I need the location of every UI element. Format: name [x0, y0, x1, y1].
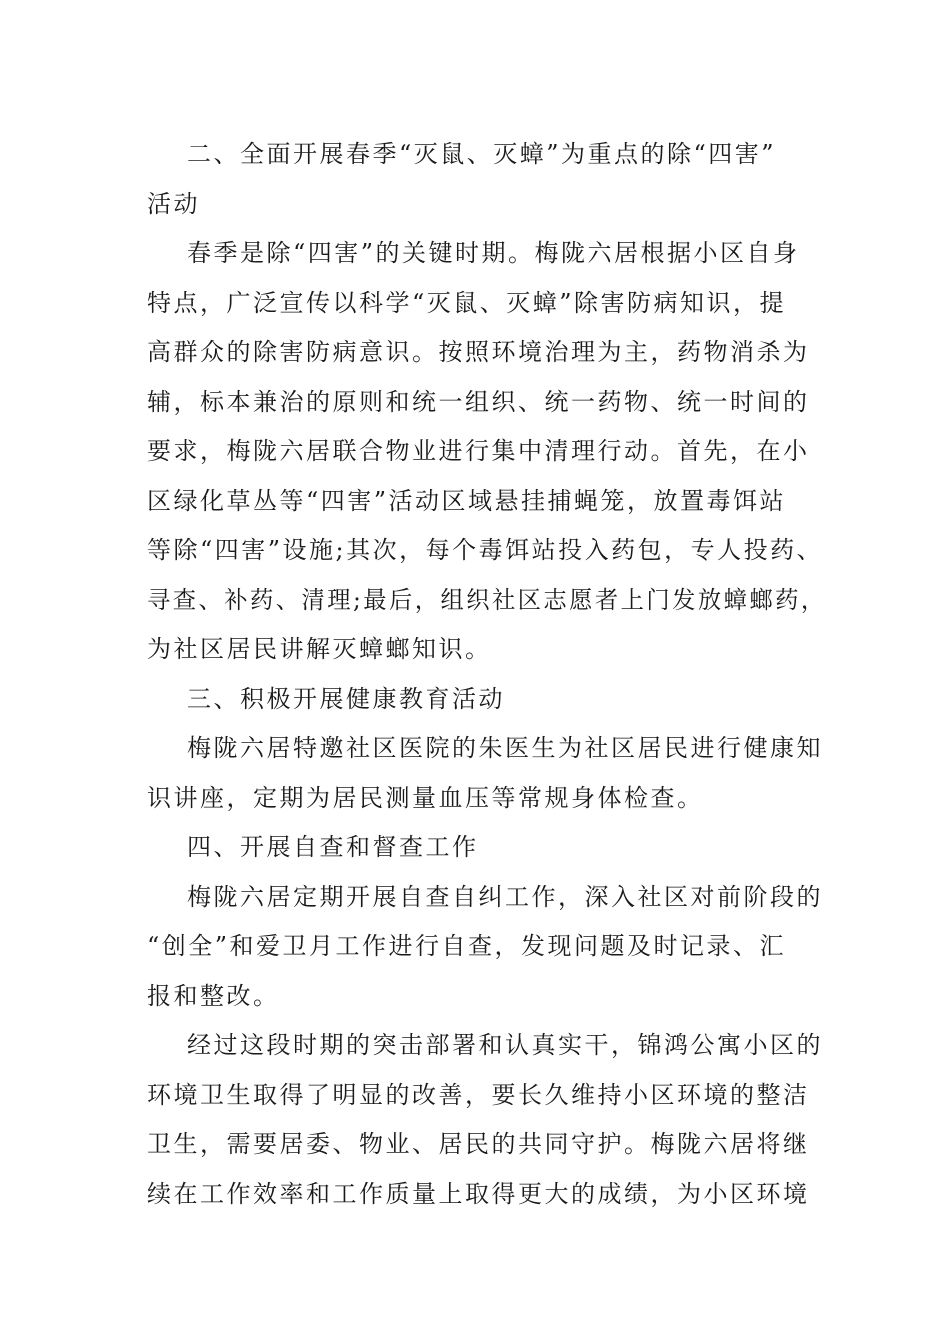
paragraph-line: 卫生，需要居委、物业、居民的共同守护。梅陇六居将继: [147, 1130, 810, 1158]
paragraph-line: 经过这段时期的突击部署和认真实干，锦鸿公寓小区的: [187, 1031, 823, 1059]
section-heading-line: 活动: [147, 189, 200, 218]
paragraph-line: “创全”和爱卫月工作进行自查，发现问题及时记录、汇: [147, 932, 787, 960]
paragraph-line: 区绿化草丛等“四害”活动区域悬挂捕蝇笼，放置毒饵站: [147, 486, 787, 515]
paragraph-line: 辅，标本兼治的原则和统一组织、统一药物、统一时间的: [147, 387, 810, 416]
paragraph-line: 寻查、补药、清理;最后，组织社区志愿者上门发放蟑螂药，: [147, 585, 827, 614]
paragraph-line: 报和整改。: [147, 981, 280, 1010]
paragraph-line: 高群众的除害防病意识。按照环境治理为主，药物消杀为: [147, 338, 810, 366]
section-heading-line: 四、开展自查和督查工作: [187, 833, 479, 861]
paragraph-line: 环境卫生取得了明显的改善，要长久维持小区环境的整洁: [147, 1080, 810, 1109]
paragraph-line: 梅陇六居定期开展自查自纠工作，深入社区对前阶段的: [187, 882, 823, 911]
paragraph-line: 要求，梅陇六居联合物业进行集中清理行动。首先，在小: [147, 437, 810, 465]
paragraph-line: 为社区居民讲解灭蟑螂知识。: [147, 635, 492, 663]
paragraph-line: 续在工作效率和工作质量上取得更大的成绩，为小区环境: [147, 1179, 810, 1208]
paragraph-line: 识讲座，定期为居民测量血压等常规身体检查。: [147, 783, 704, 812]
paragraph-line: 等除“四害”设施;其次，每个毒饵站投入药包，专人投药、: [147, 536, 824, 564]
document-body: [147, 130, 827, 1219]
paragraph-line: 特点，广泛宣传以科学“灭鼠、灭蟑”除害防病知识，提: [147, 288, 787, 317]
section-heading-line: 二、全面开展春季“灭鼠、灭蟑”为重点的除“四害”: [187, 140, 777, 168]
paragraph-line: 梅陇六居特邀社区医院的朱医生为社区居民进行健康知: [187, 734, 823, 762]
section-heading-line: 三、积极开展健康教育活动: [187, 684, 505, 713]
paragraph-line: 春季是除“四害”的关键时期。梅陇六居根据小区自身: [187, 239, 800, 267]
